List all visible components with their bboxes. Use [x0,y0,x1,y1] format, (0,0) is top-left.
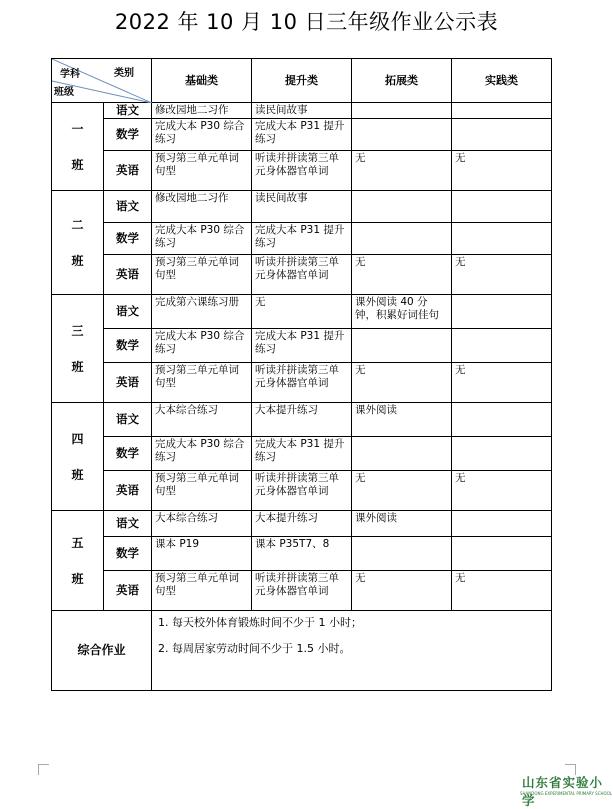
improve-cell: 听读并拼读第三单元身体器官单词 [252,255,352,295]
diag-class-label: 班级 [54,87,74,98]
improve-cell: 完成大本 P31 提升练习 [252,329,352,363]
subject-cell: 语文 [104,103,152,119]
practice-cell: 无 [452,363,552,403]
crop-mark [38,764,49,775]
table-row [52,571,552,611]
practice-cell [452,403,552,437]
basic-cell: 完成第六课练习册 [152,295,252,329]
diag-category-label: 类别 [114,68,134,79]
summary-notes [152,611,552,691]
basic-cell: 大本综合练习 [152,511,252,537]
table-row [52,437,552,471]
table-row [52,103,552,119]
improve-cell: 读民间故事 [252,191,352,223]
extend-cell: 无 [352,471,452,511]
subject-cell: 英语 [104,363,152,403]
col-header-basic: 基础类 [152,59,252,103]
table-row [52,471,552,511]
extend-cell [352,103,452,119]
summary-label: 综合作业 [52,611,152,691]
basic-cell: 完成大本 P30 综合练习 [152,329,252,363]
practice-cell: 无 [452,571,552,611]
practice-cell [452,191,552,223]
practice-cell [452,437,552,471]
class-name-cell: 一 班 [52,103,104,191]
logo-text-en: SHANDONG EXPERIMENTAL PRIMARY SCHOOL [520,791,613,796]
improve-cell: 大本提升练习 [252,403,352,437]
basic-cell: 预习第三单元单词句型 [152,255,252,295]
subject-cell: 数学 [104,329,152,363]
extend-cell: 无 [352,151,452,191]
practice-cell [452,511,552,537]
class-name-cell: 三 班 [52,295,104,403]
basic-cell: 课本 P19 [152,537,252,571]
improve-cell: 读民间故事 [252,103,352,119]
subject-cell: 英语 [104,151,152,191]
subject-cell: 数学 [104,223,152,255]
improve-cell: 完成大本 P31 提升练习 [252,437,352,471]
subject-cell: 数学 [104,119,152,151]
extend-cell: 无 [352,363,452,403]
extend-cell: 课外阅读 [352,403,452,437]
logo-text-cn: 山东省实验小学 [522,775,604,808]
improve-cell: 无 [252,295,352,329]
table-row [52,295,552,329]
table-row [52,537,552,571]
subject-cell: 语文 [104,511,152,537]
basic-cell: 预习第三单元单词句型 [152,471,252,511]
practice-cell [452,103,552,119]
subject-cell: 英语 [104,471,152,511]
extend-cell [352,119,452,151]
basic-cell: 预习第三单元单词句型 [152,571,252,611]
col-header-extend: 拓展类 [352,59,452,103]
extend-cell: 无 [352,255,452,295]
header-diagonal-cell [52,59,152,103]
col-header-practice: 实践类 [452,59,552,103]
table-row [52,329,552,363]
practice-cell [452,119,552,151]
school-logo [518,771,613,808]
improve-cell: 听读并拼读第三单元身体器官单词 [252,471,352,511]
basic-cell: 完成大本 P30 综合练习 [152,223,252,255]
extend-cell [352,537,452,571]
improve-cell: 完成大本 P31 提升练习 [252,223,352,255]
diag-subject-label: 学科 [60,69,80,80]
class-name-cell: 四 班 [52,403,104,511]
extend-cell: 课外阅读 40 分钟，积累好词佳句 [352,295,452,329]
table-row [52,511,552,537]
extend-cell [352,329,452,363]
summary-note: 1. 每天校外体育锻炼时间不少于 1 小时； [158,616,362,629]
col-header-improve: 提升类 [252,59,352,103]
subject-cell: 语文 [104,191,152,223]
table-row [52,119,552,151]
practice-cell [452,537,552,571]
basic-cell: 修改园地二习作 [152,191,252,223]
basic-cell: 完成大本 P30 综合练习 [152,119,252,151]
practice-cell [452,329,552,363]
improve-cell: 听读并拼读第三单元身体器官单词 [252,571,352,611]
class-name-cell: 五 班 [52,511,104,611]
subject-cell: 英语 [104,571,152,611]
improve-cell: 听读并拼读第三单元身体器官单词 [252,363,352,403]
subject-cell: 数学 [104,437,152,471]
subject-cell: 语文 [104,403,152,437]
subject-cell: 数学 [104,537,152,571]
table-row [52,223,552,255]
subject-cell: 英语 [104,255,152,295]
table-row [52,403,552,437]
table-row [52,363,552,403]
practice-cell: 无 [452,471,552,511]
practice-cell: 无 [452,151,552,191]
improve-cell: 课本 P35T7、8 [252,537,352,571]
table-row [52,151,552,191]
basic-cell: 预习第三单元单词句型 [152,363,252,403]
practice-cell: 无 [452,255,552,295]
practice-cell [452,295,552,329]
table-row [52,191,552,223]
table-body [52,103,552,611]
extend-cell [352,191,452,223]
extend-cell [352,437,452,471]
subject-cell: 语文 [104,295,152,329]
basic-cell: 修改园地二习作 [152,103,252,119]
practice-cell [452,223,552,255]
summary-note: 2. 每周居家劳动时间不少于 1.5 小时。 [158,642,351,655]
extend-cell: 课外阅读 [352,511,452,537]
extend-cell [352,223,452,255]
improve-cell: 听读并拼读第三单元身体器官单词 [252,151,352,191]
homework-table [51,58,552,691]
basic-cell: 预习第三单元单词句型 [152,151,252,191]
table-row [52,255,552,295]
basic-cell: 大本综合练习 [152,403,252,437]
page-title: 2022 年 10 月 10 日三年级作业公示表 [114,10,499,34]
class-name-cell: 二 班 [52,191,104,295]
improve-cell: 完成大本 P31 提升练习 [252,119,352,151]
basic-cell: 完成大本 P30 综合练习 [152,437,252,471]
extend-cell: 无 [352,571,452,611]
improve-cell: 大本提升练习 [252,511,352,537]
